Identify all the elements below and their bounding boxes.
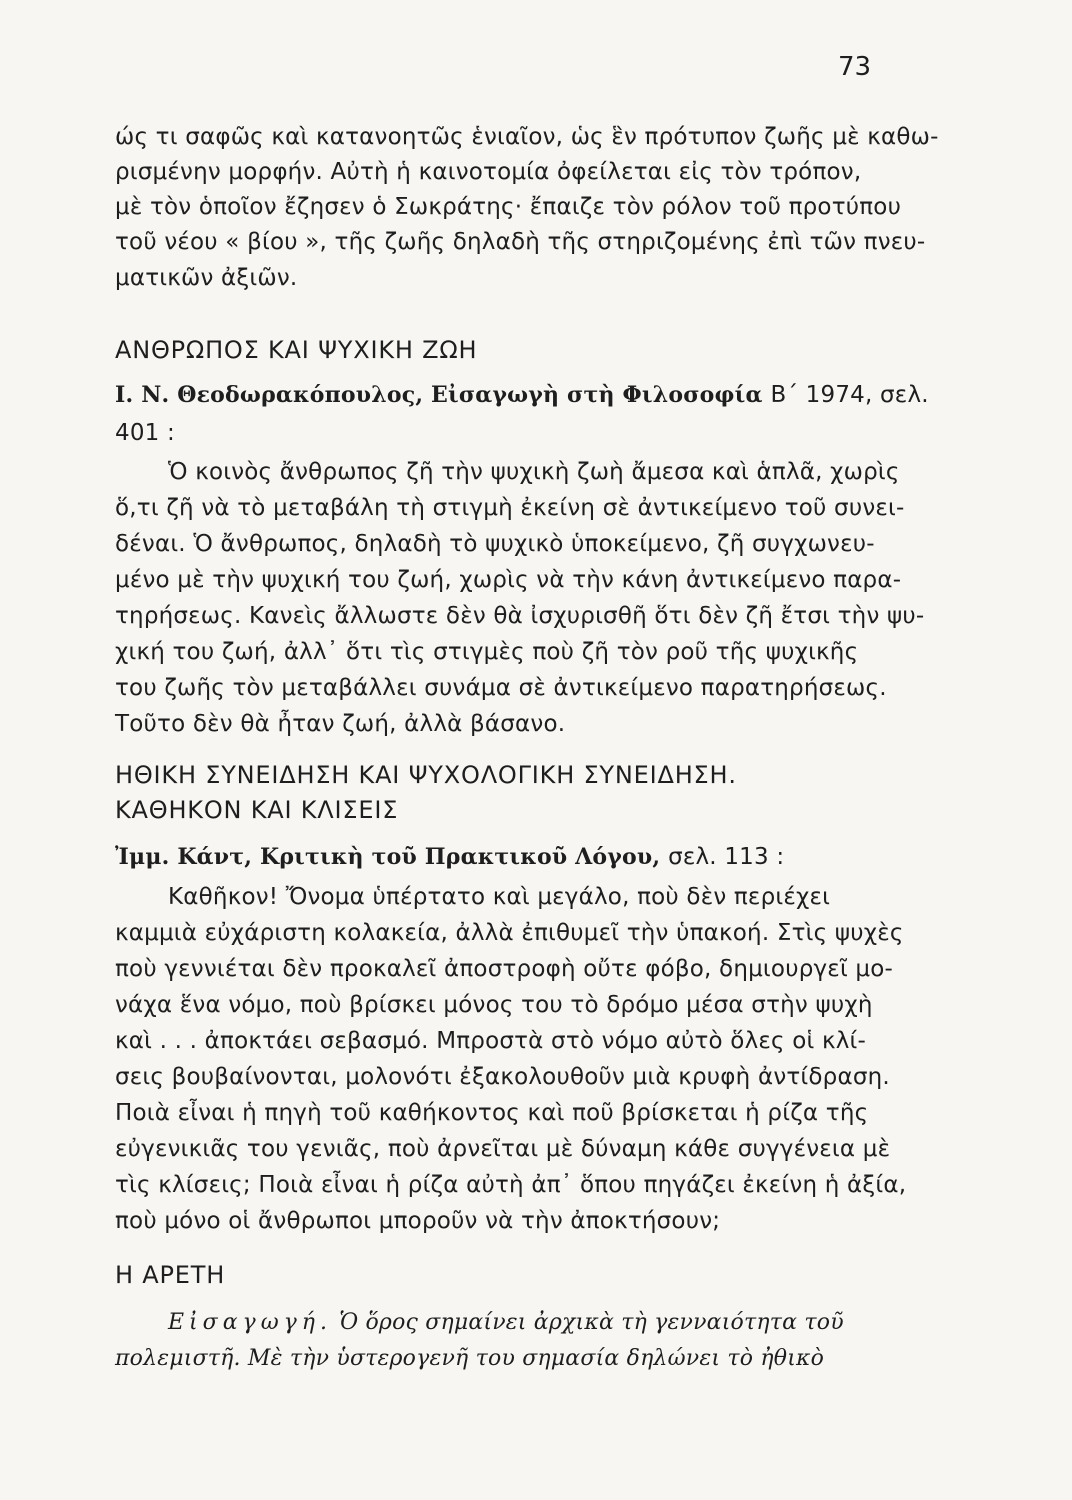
quote-line: Καθῆκον! Ὄνομα ὑπέρτατο καὶ μεγάλο, ποὺ δὲν περιέχει [168,884,831,910]
quote-line: ὅ,τι ζῆ νὰ τὸ μεταβάλη τὴ στιγμὴ ἐκείνη σὲ ἀντικείμενο τοῦ συνει- [115,495,905,521]
quote-line: σεις βουβαίνονται, μολονότι ἐξακολουθοῦν μιὰ κρυφὴ ἀντίδραση. [115,1064,890,1090]
page-number: 73 [838,52,872,82]
citation-author-title: Ι. Ν. Θεοδωρακόπουλος, Εἰσαγωγὴ στὴ Φιλοσοφία [115,382,763,408]
quote-line: ποὺ μόνο οἱ ἄνθρωποι μποροῦν νὰ τὴν ἀποκτήσουν; [115,1208,721,1234]
section-heading-conscience: ΗΘΙΚΗ ΣΥΝΕΙΔΗΣΗ ΚΑΙ ΨΥΧΟΛΟΓΙΚΗ ΣΥΝΕΙΔΗΣΗ. [115,761,737,789]
citation-page: 401 : [115,420,175,446]
quote-line: καὶ . . . ἀποκτάει σεβασμό. Μπροστὰ στὸ νόμο αὐτὸ ὅλες οἱ κλί- [115,1028,867,1054]
citation-kant [115,842,784,872]
intro-line: μὲ τὸν ὁποῖον ἔζησεν ὁ Σωκράτης· ἔπαιζε τὸν ρόλον τοῦ προτύπου [115,194,902,220]
intro-paragraph-line: πολεμιστῆ. Μὲ τὴν ὑστερογενῆ του σημασία δηλώνει τὸ ἠθικὸ [115,1346,825,1371]
quote-line: ποὺ γεννιέται δὲν προκαλεῖ ἀποστροφὴ οὔτε φόβο, δημιουργεῖ μο- [115,956,894,982]
intro-line: ώς τι σαφῶς καὶ κατανοητῶς ἑνιαῖον, ὡς ἓν πρότυπον ζωῆς μὲ καθω- [115,124,939,150]
quote-line: καμμιὰ εὐχάριστη κολακεία, ἀλλὰ ἐπιθυμεῖ τὴν ὑπακοή. Στὶς ψυχὲς [115,920,904,946]
citation-theodorakopoulos [115,380,929,410]
intro-label: Εἰσαγωγή. [168,1310,332,1335]
quote-line: Τοῦτο δὲν θὰ ἦταν ζωή, ἀλλὰ βάσανο. [115,711,566,737]
quote-line: δέναι. Ὁ ἄνθρωπος, δηλαδὴ τὸ ψυχικὸ ὑποκείμενο, ζῆ συγχωνευ- [115,531,875,557]
citation-page: σελ. 113 : [668,844,785,870]
intro-line: τοῦ νέου « βίου », τῆς ζωῆς δηλαδὴ τῆς στηριζομένης ἐπὶ τῶν πνευ- [115,229,926,255]
quote-line: του ζωῆς τὸν μεταβάλλει συνάμα σὲ ἀντικείμενο παρατηρήσεως. [115,675,887,701]
citation-author-title: Ἰμμ. Κάντ, Κριτικὴ τοῦ Πρακτικοῦ Λόγου, [115,844,661,870]
intro-paragraph-line [168,1308,844,1338]
intro-text: Ὁ ὅρος σημαίνει ἀρχικὰ τὴ γενναιότητα τοῦ [339,1310,844,1335]
citation-edition: Β΄ 1974, σελ. [770,382,929,408]
quote-line: χική του ζωή, ἀλλ᾿ ὅτι τὶς στιγμὲς ποὺ ζῆ τὸν ροῦ τῆς ψυχικῆς [115,639,859,665]
quote-line: εὐγενικιᾶς του γενιᾶς, ποὺ ἀρνεῖται μὲ δύναμη κάθε συγγένεια μὲ [115,1136,891,1162]
quote-line: τὶς κλίσεις; Ποιὰ εἶναι ἡ ρίζα αὐτὴ ἀπ᾿ ὅπου πηγάζει ἐκείνη ἡ ἀξία, [115,1172,907,1198]
section-heading-virtue: Η ΑΡΕΤΗ [115,1261,226,1289]
section-heading-duty: ΚΑΘΗΚΟΝ ΚΑΙ ΚΛΙΣΕΙΣ [115,796,399,824]
quote-line: μένο μὲ τὴν ψυχική του ζωή, χωρὶς νὰ τὴν κάνη ἀντικείμενο παρα- [115,567,902,593]
quote-line: τηρήσεως. Κανεὶς ἄλλωστε δὲν θὰ ἰσχυρισθῆ ὅτι δὲν ζῆ ἔτσι τὴν ψυ- [115,603,925,629]
intro-line: ματικῶν ἀξιῶν. [115,265,298,291]
quote-line: Ὁ κοινὸς ἄνθρωπος ζῆ τὴν ψυχικὴ ζωὴ ἄμεσα καὶ ἁπλᾶ, χωρὶς [168,459,900,485]
quote-line: νάχα ἕνα νόμο, ποὺ βρίσκει μόνος του τὸ δρόμο μέσα στὴν ψυχὴ [115,992,873,1018]
quote-line: Ποιὰ εἶναι ἡ πηγὴ τοῦ καθήκοντος καὶ ποῦ βρίσκεται ἡ ρίζα τῆς [115,1100,869,1126]
section-heading-soul: ΑΝΘΡΩΠΟΣ ΚΑΙ ΨΥΧΙΚΗ ΖΩΗ [115,336,478,364]
intro-line: ρισμένην μορφήν. Αὐτὴ ἡ καινοτομία ὀφείλεται εἰς τὸν τρόπον, [115,159,862,185]
